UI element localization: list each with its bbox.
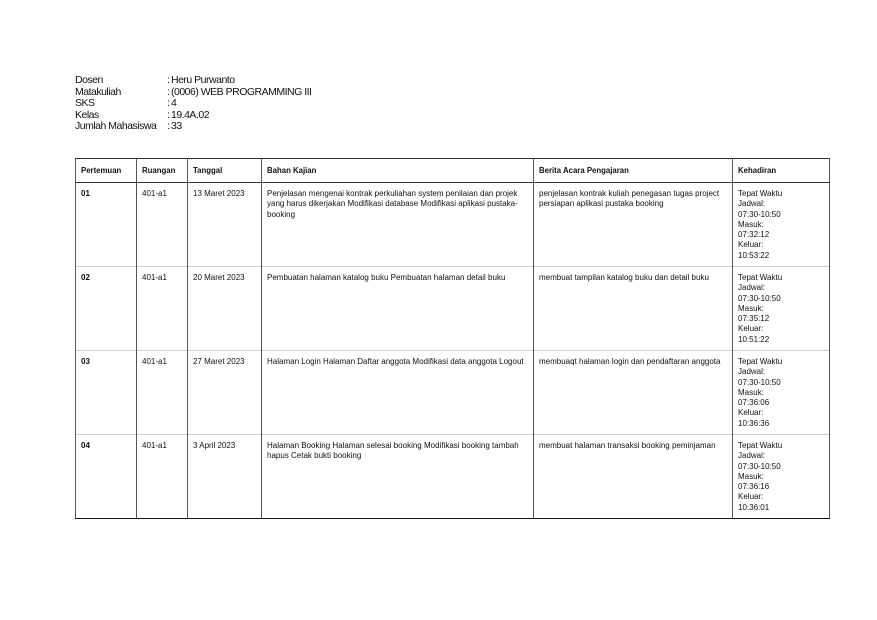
cell-tanggal: 3 April 2023 [188,435,262,519]
cell-bahan-kajian: Halaman Booking Halaman selesai booking Modifikasi booking tambah hapus Cetak bukti booking [262,435,534,519]
course-info [75,75,311,133]
info-label: Kelas [75,108,99,121]
table-row [76,183,830,267]
info-value: 33 [171,120,182,132]
attendance-keluar-label: Keluar: [738,240,764,250]
attendance-keluar: 10:36:01 [738,502,770,512]
table-row [76,351,830,435]
info-value: (0006) WEB PROGRAMMING III [171,85,312,98]
attendance-status: Tepat Waktu [738,441,783,450]
column-header-ruangan: Ruangan [137,159,188,183]
info-row-matakuliah [75,87,311,99]
column-header-bahan-kajian: Bahan Kajian [262,159,534,183]
column-header-pertemuan: Pertemuan [76,159,137,183]
cell-ruangan: 401-a1 [137,267,188,351]
cell-pertemuan: 02 [76,267,137,351]
cell-tanggal: 13 Maret 2023 [188,183,262,267]
cell-ruangan: 401-a1 [137,435,188,519]
info-row-dosen [75,75,311,87]
attendance-masuk-label: Masuk: [738,303,764,313]
info-label: Matakuliah [75,85,121,98]
cell-bahan-kajian: Penjelasan mengenai kontrak perkuliahan system penilaian dan projek yang harus dikerjakan Modifikasi database Modifikasi aplikasi pustaka-booking [262,183,534,267]
column-header-tanggal: Tanggal [188,159,262,183]
cell-bahan-kajian: Pembuatan halaman katalog buku Pembuatan halaman detail buku [262,267,534,351]
attendance-jadwal: 07:30-10:50 [738,209,781,219]
cell-tanggal: 20 Maret 2023 [188,267,262,351]
cell-tanggal: 27 Maret 2023 [188,351,262,435]
cell-berita-acara: membuat tampilan katalog buku dan detail buku [534,267,733,351]
attendance-masuk-label: Masuk: [738,387,764,397]
info-separator: : [167,74,170,86]
column-header-kehadiran: Kehadiran [733,159,830,183]
attendance-status: Tepat Waktu [738,189,783,198]
info-separator: : [167,97,170,109]
cell-berita-acara: penjelasan kontrak kuliah penegasan tugas project persiapan aplikasi pustaka booking [534,183,733,267]
info-separator: : [167,108,170,121]
attendance-keluar-label: Keluar: [738,324,764,334]
cell-kehadiran [733,183,830,267]
attendance-jadwal-label: Jadwal: [738,451,766,461]
attendance-masuk-label: Masuk: [738,471,764,481]
attendance-keluar: 10:36:36 [738,418,770,428]
table-row [76,435,830,519]
attendance-status: Tepat Waktu [738,273,783,282]
attendance-masuk: 07:36:16 [738,482,770,492]
info-separator: : [167,85,170,98]
cell-pertemuan: 03 [76,351,137,435]
attendance-jadwal-label: Jadwal: [738,367,766,377]
column-header-berita-acara: Berita Acara Pengajaran [534,159,733,183]
cell-berita-acara: membuaqt halaman login dan pendaftaran anggota [534,351,733,435]
teaching-report-table [75,158,830,519]
attendance-jadwal: 07:30-10:50 [738,461,781,471]
cell-kehadiran [733,435,830,519]
info-label: Dosen [75,74,103,86]
cell-bahan-kajian: Halaman Login Halaman Daftar anggota Modifikasi data anggota Logout [262,351,534,435]
cell-kehadiran [733,351,830,435]
attendance-masuk-label: Masuk: [738,219,764,229]
info-row-jumlah-mahasiswa [75,121,311,133]
attendance-jadwal-label: Jadwal: [738,283,766,293]
info-separator: : [167,120,170,132]
info-row-sks [75,98,311,110]
attendance-masuk: 07:35:12 [738,314,770,324]
info-value: Heru Purwanto [171,74,235,86]
attendance-jadwal: 07:30-10:50 [738,377,781,387]
cell-berita-acara: membuat halaman transaksi booking peminjaman [534,435,733,519]
cell-kehadiran [733,267,830,351]
cell-ruangan: 401-a1 [137,183,188,267]
attendance-jadwal-label: Jadwal: [738,199,766,209]
attendance-status: Tepat Waktu [738,357,783,366]
info-label: Jumlah Mahasiswa [75,120,157,132]
info-value: 4 [171,97,177,109]
attendance-masuk: 07:32:12 [738,230,770,240]
cell-pertemuan: 04 [76,435,137,519]
cell-pertemuan: 01 [76,183,137,267]
attendance-keluar-label: Keluar: [738,408,764,418]
info-label: SKS [75,97,95,109]
info-value: 19.4A.02 [171,108,210,121]
attendance-keluar-label: Keluar: [738,492,764,502]
table-header-row [76,159,830,183]
attendance-masuk: 07:36:06 [738,398,770,408]
table-row [76,267,830,351]
attendance-jadwal: 07:30-10:50 [738,293,781,303]
cell-ruangan: 401-a1 [137,351,188,435]
attendance-keluar: 10:51:22 [738,334,770,344]
attendance-keluar: 10:53:22 [738,250,770,260]
